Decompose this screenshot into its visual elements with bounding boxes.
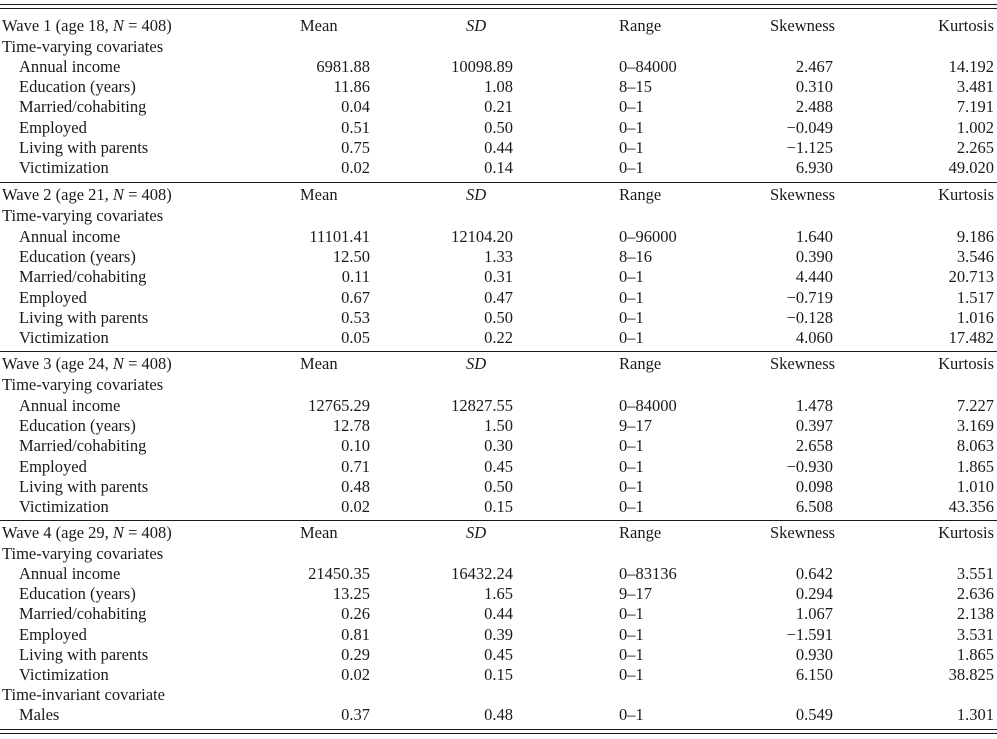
col-range-header: Range [619, 16, 662, 35]
group-label: Time-varying covariates [2, 206, 164, 225]
range-cell: 8–15 [619, 77, 652, 97]
table-row [0, 396, 997, 416]
table-row [0, 138, 997, 158]
col-skewness-header: Skewness [770, 523, 836, 542]
mean-cell: 11.86 [333, 77, 370, 97]
row-label: Annual income [19, 564, 121, 583]
row-label: Education (years) [19, 416, 136, 436]
range-cell: 0–1 [619, 456, 644, 476]
col-range-header: Range [619, 354, 662, 373]
range-cell: 0–1 [619, 604, 644, 624]
skewness-cell: 2.488 [795, 97, 833, 117]
skewness-cell: 2.658 [795, 436, 833, 456]
skewness-cell: 1.067 [795, 604, 833, 624]
col-kurtosis-header: Kurtosis [938, 354, 994, 373]
mean-cell: 0.75 [341, 137, 370, 157]
sd-cell: 0.48 [484, 705, 513, 724]
wave-4-group-label [0, 544, 997, 564]
range-cell: 0–96000 [619, 227, 677, 246]
table-row [0, 328, 997, 348]
kurtosis-cell: 3.551 [956, 564, 994, 583]
mean-cell: 0.02 [341, 665, 370, 684]
skewness-cell: 4.060 [795, 328, 833, 347]
row-label: Education (years) [19, 247, 136, 267]
wave-3-group-label [0, 375, 997, 395]
range-cell: 0–1 [619, 267, 644, 287]
row-label: Married/cohabiting [19, 97, 147, 117]
wave-1-header-row [0, 16, 997, 36]
table-row [0, 227, 997, 247]
table-row [0, 564, 997, 584]
mean-cell: 0.02 [341, 158, 370, 177]
mean-cell: 0.04 [341, 97, 370, 117]
table-row [0, 57, 997, 77]
row-label: Annual income [19, 57, 121, 76]
range-cell: 0–1 [619, 158, 644, 177]
col-sd-header: SD [466, 16, 487, 35]
range-cell: 9–17 [619, 584, 652, 604]
skewness-cell: 0.294 [795, 584, 833, 604]
kurtosis-cell: 49.020 [948, 158, 994, 177]
table-row [0, 247, 997, 267]
col-sd-header: SD [466, 185, 487, 204]
skewness-cell: 0.098 [795, 476, 833, 496]
wave-2-label: Wave 2 (age 21, N = 408) [2, 185, 172, 204]
table-row [0, 118, 997, 138]
range-cell: 0–83136 [619, 564, 677, 583]
wave-2-header-row [0, 185, 997, 205]
row-label: Education (years) [19, 584, 136, 604]
range-cell: 0–1 [619, 307, 644, 327]
sd-cell: 0.31 [484, 267, 513, 287]
col-kurtosis-header: Kurtosis [938, 185, 994, 204]
sd-cell: 0.21 [484, 97, 513, 117]
kurtosis-cell: 38.825 [948, 665, 994, 684]
table-row [0, 497, 997, 517]
skewness-cell: −1.125 [786, 137, 833, 157]
sd-cell: 0.50 [484, 117, 513, 137]
skewness-cell: −0.049 [786, 117, 833, 137]
kurtosis-cell: 1.002 [956, 117, 994, 137]
table-row [0, 267, 997, 287]
kurtosis-cell: 14.192 [948, 57, 994, 76]
table-row [0, 158, 997, 178]
row-label: Victimization [19, 158, 109, 177]
skewness-cell: −0.719 [786, 287, 833, 307]
top-rule-outer [0, 4, 997, 5]
group-label: Time-invariant covariate [2, 685, 165, 704]
bottom-rule-outer [0, 733, 997, 734]
range-cell: 0–1 [619, 497, 644, 516]
row-label: Living with parents [19, 644, 149, 664]
mean-cell: 12765.29 [308, 396, 370, 415]
row-label: Employed [19, 456, 87, 476]
skewness-cell: 4.440 [795, 267, 833, 287]
row-label: Victimization [19, 497, 109, 516]
kurtosis-cell: 1.010 [956, 476, 994, 496]
kurtosis-cell: 1.865 [956, 644, 994, 664]
row-label: Victimization [19, 328, 109, 347]
wave-1-group-label [0, 37, 997, 57]
mean-cell: 0.26 [341, 604, 370, 624]
sd-cell: 0.39 [484, 624, 513, 644]
col-sd-header: SD [466, 354, 487, 373]
table-row [0, 584, 997, 604]
table-row [0, 665, 997, 685]
kurtosis-cell: 1.517 [956, 287, 994, 307]
range-cell: 0–1 [619, 137, 644, 157]
sd-cell: 0.50 [484, 307, 513, 327]
table-row [0, 308, 997, 328]
top-rule-inner [0, 8, 997, 9]
range-cell: 0–1 [619, 436, 644, 456]
kurtosis-cell: 7.227 [956, 396, 994, 415]
kurtosis-cell: 1.301 [956, 705, 994, 724]
mean-cell: 0.67 [341, 287, 370, 307]
wave-1-divider [0, 182, 997, 183]
skewness-cell: 0.397 [795, 416, 833, 436]
table-row [0, 288, 997, 308]
skewness-cell: 0.930 [795, 644, 833, 664]
row-label: Annual income [19, 227, 121, 246]
kurtosis-cell: 1.865 [956, 456, 994, 476]
kurtosis-cell: 3.481 [956, 77, 994, 97]
sd-cell: 0.45 [484, 456, 513, 476]
skewness-cell: 0.390 [795, 247, 833, 267]
skewness-cell: 0.549 [795, 705, 833, 724]
sd-cell: 0.22 [484, 328, 513, 347]
mean-cell: 0.53 [341, 307, 370, 327]
skewness-cell: −0.930 [786, 456, 833, 476]
group-label: Time-varying covariates [2, 544, 164, 563]
sd-cell: 12104.20 [451, 227, 513, 246]
range-cell: 0–1 [619, 665, 644, 684]
wave-3-label: Wave 3 (age 24, N = 408) [2, 354, 172, 373]
kurtosis-cell: 9.186 [956, 227, 994, 246]
sd-cell: 0.15 [484, 497, 513, 516]
row-label: Employed [19, 287, 87, 307]
skewness-cell: 0.642 [795, 564, 833, 583]
range-cell: 0–1 [619, 117, 644, 137]
table-row [0, 604, 997, 624]
skewness-cell: 6.930 [795, 158, 833, 177]
sd-cell: 1.33 [484, 247, 513, 267]
bottom-rule-inner [0, 729, 997, 730]
kurtosis-cell: 2.138 [956, 604, 994, 624]
table-row [0, 645, 997, 665]
wave-2-divider [0, 351, 997, 352]
wave-4-label: Wave 4 (age 29, N = 408) [2, 523, 172, 542]
range-cell: 0–1 [619, 705, 644, 724]
sd-cell: 0.15 [484, 665, 513, 684]
row-label: Living with parents [19, 137, 149, 157]
kurtosis-cell: 43.356 [948, 497, 994, 516]
row-label: Married/cohabiting [19, 604, 147, 624]
range-cell: 9–17 [619, 416, 652, 436]
row-label: Married/cohabiting [19, 267, 147, 287]
mean-cell: 0.02 [341, 497, 370, 516]
mean-cell: 0.11 [341, 267, 370, 287]
sd-cell: 0.47 [484, 287, 513, 307]
range-cell: 0–84000 [619, 396, 677, 415]
wave-1-label: Wave 1 (age 18, N = 408) [2, 16, 172, 35]
col-skewness-header: Skewness [770, 354, 836, 373]
mean-cell: 0.48 [341, 476, 370, 496]
mean-cell: 6981.88 [316, 57, 370, 76]
skewness-cell: 6.508 [795, 497, 833, 516]
sd-cell: 16432.24 [451, 564, 513, 583]
skewness-cell: −0.128 [786, 307, 833, 327]
col-skewness-header: Skewness [770, 185, 836, 204]
sd-cell: 1.08 [484, 77, 513, 97]
mean-cell: 0.37 [341, 705, 370, 724]
mean-cell: 0.05 [341, 328, 370, 347]
kurtosis-cell: 2.636 [956, 584, 994, 604]
col-mean-header: Mean [300, 185, 338, 204]
group-label: Time-varying covariates [2, 37, 164, 56]
row-label: Education (years) [19, 77, 136, 97]
range-cell: 0–84000 [619, 57, 677, 76]
skewness-cell: 6.150 [795, 665, 833, 684]
mean-cell: 13.25 [332, 584, 370, 604]
skewness-cell: −1.591 [786, 624, 833, 644]
time-invariant-group-label [0, 685, 997, 705]
range-cell: 0–1 [619, 644, 644, 664]
mean-cell: 12.50 [332, 247, 370, 267]
mean-cell: 0.71 [341, 456, 370, 476]
table-row [0, 436, 997, 456]
kurtosis-cell: 20.713 [948, 267, 994, 287]
group-label: Time-varying covariates [2, 375, 164, 394]
kurtosis-cell: 3.169 [956, 416, 994, 436]
mean-cell: 11101.41 [309, 227, 370, 246]
mean-cell: 21450.35 [308, 564, 370, 583]
sd-cell: 0.30 [484, 436, 513, 456]
col-range-header: Range [619, 523, 662, 542]
mean-cell: 0.29 [341, 644, 370, 664]
row-label: Victimization [19, 665, 109, 684]
kurtosis-cell: 2.265 [956, 137, 994, 157]
wave-4-header-row [0, 523, 997, 543]
row-label: Living with parents [19, 476, 149, 496]
col-skewness-header: Skewness [770, 16, 836, 35]
kurtosis-cell: 8.063 [956, 436, 994, 456]
col-sd-header: SD [466, 523, 487, 542]
col-kurtosis-header: Kurtosis [938, 16, 994, 35]
skewness-cell: 1.478 [795, 396, 833, 415]
sd-cell: 0.50 [484, 476, 513, 496]
wave-3-divider [0, 520, 997, 521]
skewness-cell: 1.640 [795, 227, 833, 246]
kurtosis-cell: 1.016 [956, 307, 994, 327]
sd-cell: 0.44 [484, 137, 513, 157]
table-row [0, 97, 997, 117]
range-cell: 0–1 [619, 624, 644, 644]
row-label: Males [19, 705, 60, 724]
sd-cell: 10098.89 [451, 57, 513, 76]
row-label: Annual income [19, 396, 121, 415]
table-row [0, 625, 997, 645]
sd-cell: 12827.55 [451, 396, 513, 415]
row-label: Living with parents [19, 307, 149, 327]
wave-2-group-label [0, 206, 997, 226]
sd-cell: 1.65 [484, 584, 513, 604]
sd-cell: 0.14 [484, 158, 513, 177]
col-range-header: Range [619, 185, 662, 204]
kurtosis-cell: 7.191 [956, 97, 994, 117]
kurtosis-cell: 3.546 [956, 247, 994, 267]
skewness-cell: 0.310 [795, 77, 833, 97]
range-cell: 0–1 [619, 97, 644, 117]
skewness-cell: 2.467 [795, 57, 833, 76]
mean-cell: 0.10 [341, 436, 370, 456]
sd-cell: 0.45 [484, 644, 513, 664]
mean-cell: 12.78 [332, 416, 370, 436]
row-label: Employed [19, 624, 87, 644]
table-row [0, 457, 997, 477]
col-mean-header: Mean [300, 354, 338, 373]
mean-cell: 0.81 [341, 624, 370, 644]
table-row [0, 705, 997, 725]
row-label: Married/cohabiting [19, 436, 147, 456]
range-cell: 8–16 [619, 247, 652, 267]
row-label: Employed [19, 117, 87, 137]
wave-3-header-row [0, 354, 997, 374]
range-cell: 0–1 [619, 476, 644, 496]
sd-cell: 1.50 [484, 416, 513, 436]
table-row [0, 416, 997, 436]
table-row [0, 77, 997, 97]
range-cell: 0–1 [619, 287, 644, 307]
kurtosis-cell: 3.531 [956, 624, 994, 644]
range-cell: 0–1 [619, 328, 644, 347]
kurtosis-cell: 17.482 [948, 328, 994, 347]
col-kurtosis-header: Kurtosis [938, 523, 994, 542]
col-mean-header: Mean [300, 523, 338, 542]
col-mean-header: Mean [300, 16, 338, 35]
mean-cell: 0.51 [341, 117, 370, 137]
sd-cell: 0.44 [484, 604, 513, 624]
table-row [0, 477, 997, 497]
